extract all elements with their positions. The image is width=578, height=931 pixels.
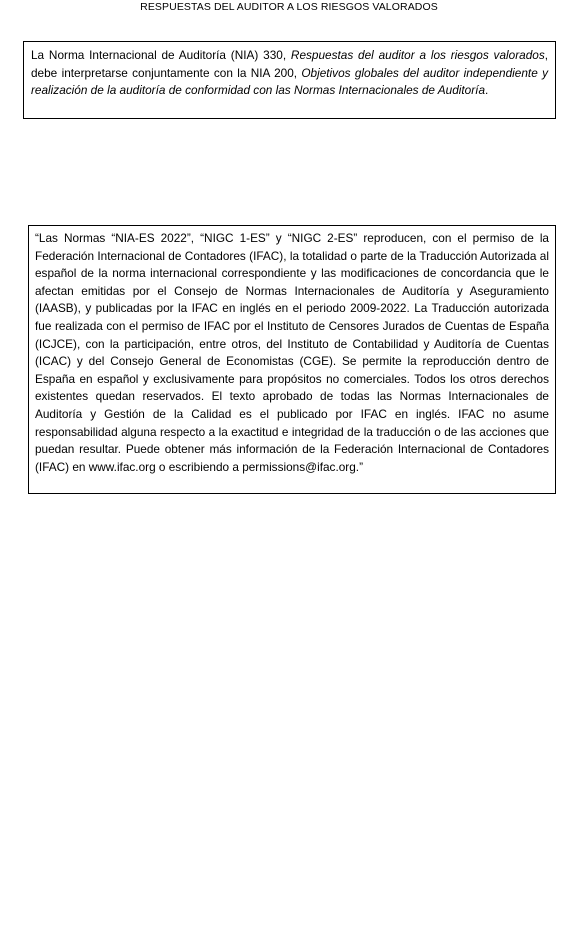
page-header-title: RESPUESTAS DEL AUDITOR A LOS RIESGOS VALORADOS <box>140 1 438 13</box>
copyright-text: “Las Normas “NIA-ES 2022”, “NIGC 1-ES” y “NIGC 2-ES” reproducen, con el permiso de la Federación Internacional de Contadores (IFAC), la totalidad o parte de la Traducción Autorizada al español de la norma internacional correspondiente y las modificaciones de concordancia que le afectan emitidas por el Consejo de Normas Internacionales de Auditoría y Aseguramiento (IAASB), y publicadas por la IFAC en inglés en el periodo 2009-2022. La Traducción autorizada fue realizada con el permiso de IFAC por el Instituto de Censores Jurados de Cuentas de España (ICJCE), con la participación, entre otros, del Instituto de Contabilidad y Auditoría de Cuentas (ICAC) y del Consejo General de Economistas (CGE). Se permite la reproducción dentro de España en español y exclusivamente para propósitos no comerciales. Todos los otros derechos existentes quedan reservados. El texto aprobado de todas las Normas Internacionales de Auditoría y Gestión de la Calidad es el publicado por IFAC en inglés. IFAC no asume responsabilidad alguna respecto a la exactitud e integridad de la traducción o de las acciones que puedan resultar. Puede obtener más información de la Federación Internacional de Contadores (IFAC) en www.ifac.org o escribiendo a permissions@ifac.org.” <box>35 231 549 474</box>
intro-text-1: La Norma Internacional de Auditoría (NIA) 330, <box>31 48 291 62</box>
intro-text-3: . <box>485 83 489 98</box>
intro-box <box>23 41 556 119</box>
copyright-box <box>28 225 556 494</box>
intro-italic-title-1: Respuestas del auditor a los riesgos valorados <box>290 48 545 62</box>
intro-text-2: , debe interpretarse conjuntamente con la NIA 200, <box>31 48 548 80</box>
intro-italic-title-2: Objetivos globales del auditor independiente y realización de la auditoría de conformidad con las Normas Internacionales de Auditoría <box>31 65 548 98</box>
